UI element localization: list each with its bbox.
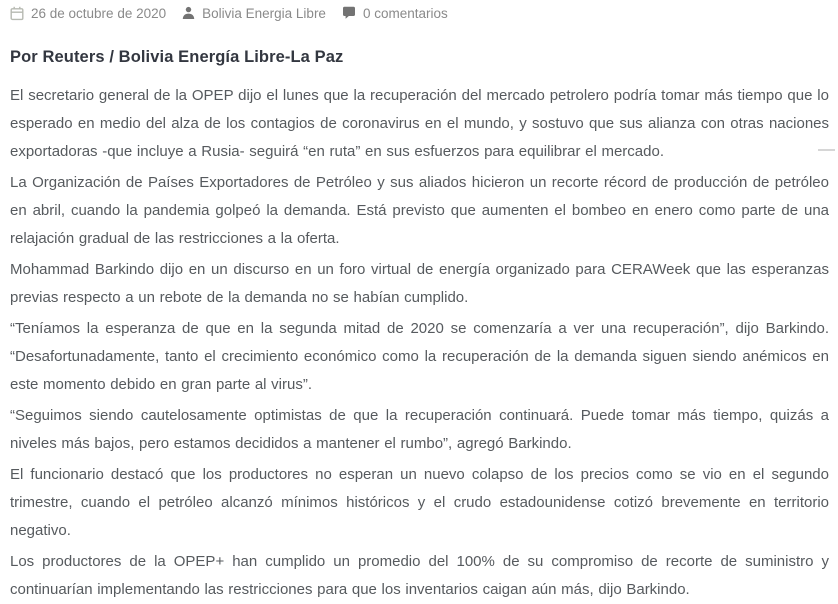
post-meta-row bbox=[10, 4, 829, 22]
right-edge-dash bbox=[818, 149, 835, 151]
post-comments-link[interactable] bbox=[342, 6, 448, 21]
article-paragraph: “Teníamos la esperanza de que en la segunda mitad de 2020 se comenzaría a ver una recuperación”, dijo Barkindo. “Desafortunadamente, tanto el crecimiento económico como la recuperación de la demanda siguen siendo anémicos en este momento debido en gran parte al virus”. bbox=[10, 320, 829, 393]
article-paragraph: Los productores de la OPEP+ han cumplido un promedio del 100% de su compromiso de recorte de suministro y continuarían implementando las restricciones para que los inventarios caigan aún más, dijo Barkindo. bbox=[10, 553, 829, 598]
article-paragraph: El funcionario destacó que los productores no esperan un nuevo colapso de los precios como se vio en el segundo trimestre, cuando el petróleo alcanzó mínimos históricos y el crudo estadounidense cotizó brevemente en territorio negativo. bbox=[10, 466, 829, 539]
article-body bbox=[10, 82, 829, 604]
article-byline: Por Reuters / Bolivia Energía Libre-La Paz bbox=[10, 48, 344, 66]
user-icon bbox=[182, 6, 195, 20]
post-author-label: Bolivia Energia Libre bbox=[202, 5, 326, 21]
article-paragraph: La Organización de Países Exportadores de Petróleo y sus aliados hicieron un recorte récord de producción de petróleo en abril, cuando la pandemia golpeó la demanda. Está previsto que aumenten el bombeo en enero como parte de una relajación gradual de las restricciones a la oferta. bbox=[10, 174, 829, 247]
article-paragraph: Mohammad Barkindo dijo en un discurso en un foro virtual de energía organizado para CERAWeek que las esperanzas previas respecto a un rebote de la demanda no se habían cumplido. bbox=[10, 261, 829, 306]
calendar-icon bbox=[10, 6, 24, 21]
comment-icon bbox=[342, 6, 356, 20]
post-date bbox=[10, 6, 166, 21]
post-date-label: 26 de octubre de 2020 bbox=[31, 5, 167, 21]
article-paragraph: El secretario general de la OPEP dijo el lunes que la recuperación del mercado petrolero podría tomar más tiempo que lo esperado en medio del alza de los contagios de coronavirus en el mundo, y sostuvo que sus alianza con otras naciones exportadoras -que incluye a Rusia- seguirá “en ruta” en sus esfuerzos para equilibrar el mercado. bbox=[10, 87, 829, 160]
post-author-link[interactable] bbox=[182, 6, 326, 21]
article-paragraph: “Seguimos siendo cautelosamente optimistas de que la recuperación continuará. Puede tomar más tiempo, quizás a niveles más bajos, pero estamos decididos a mantener el rumbo”, agregó Barkindo. bbox=[10, 407, 829, 452]
post-comments-label: 0 comentarios bbox=[362, 5, 448, 21]
